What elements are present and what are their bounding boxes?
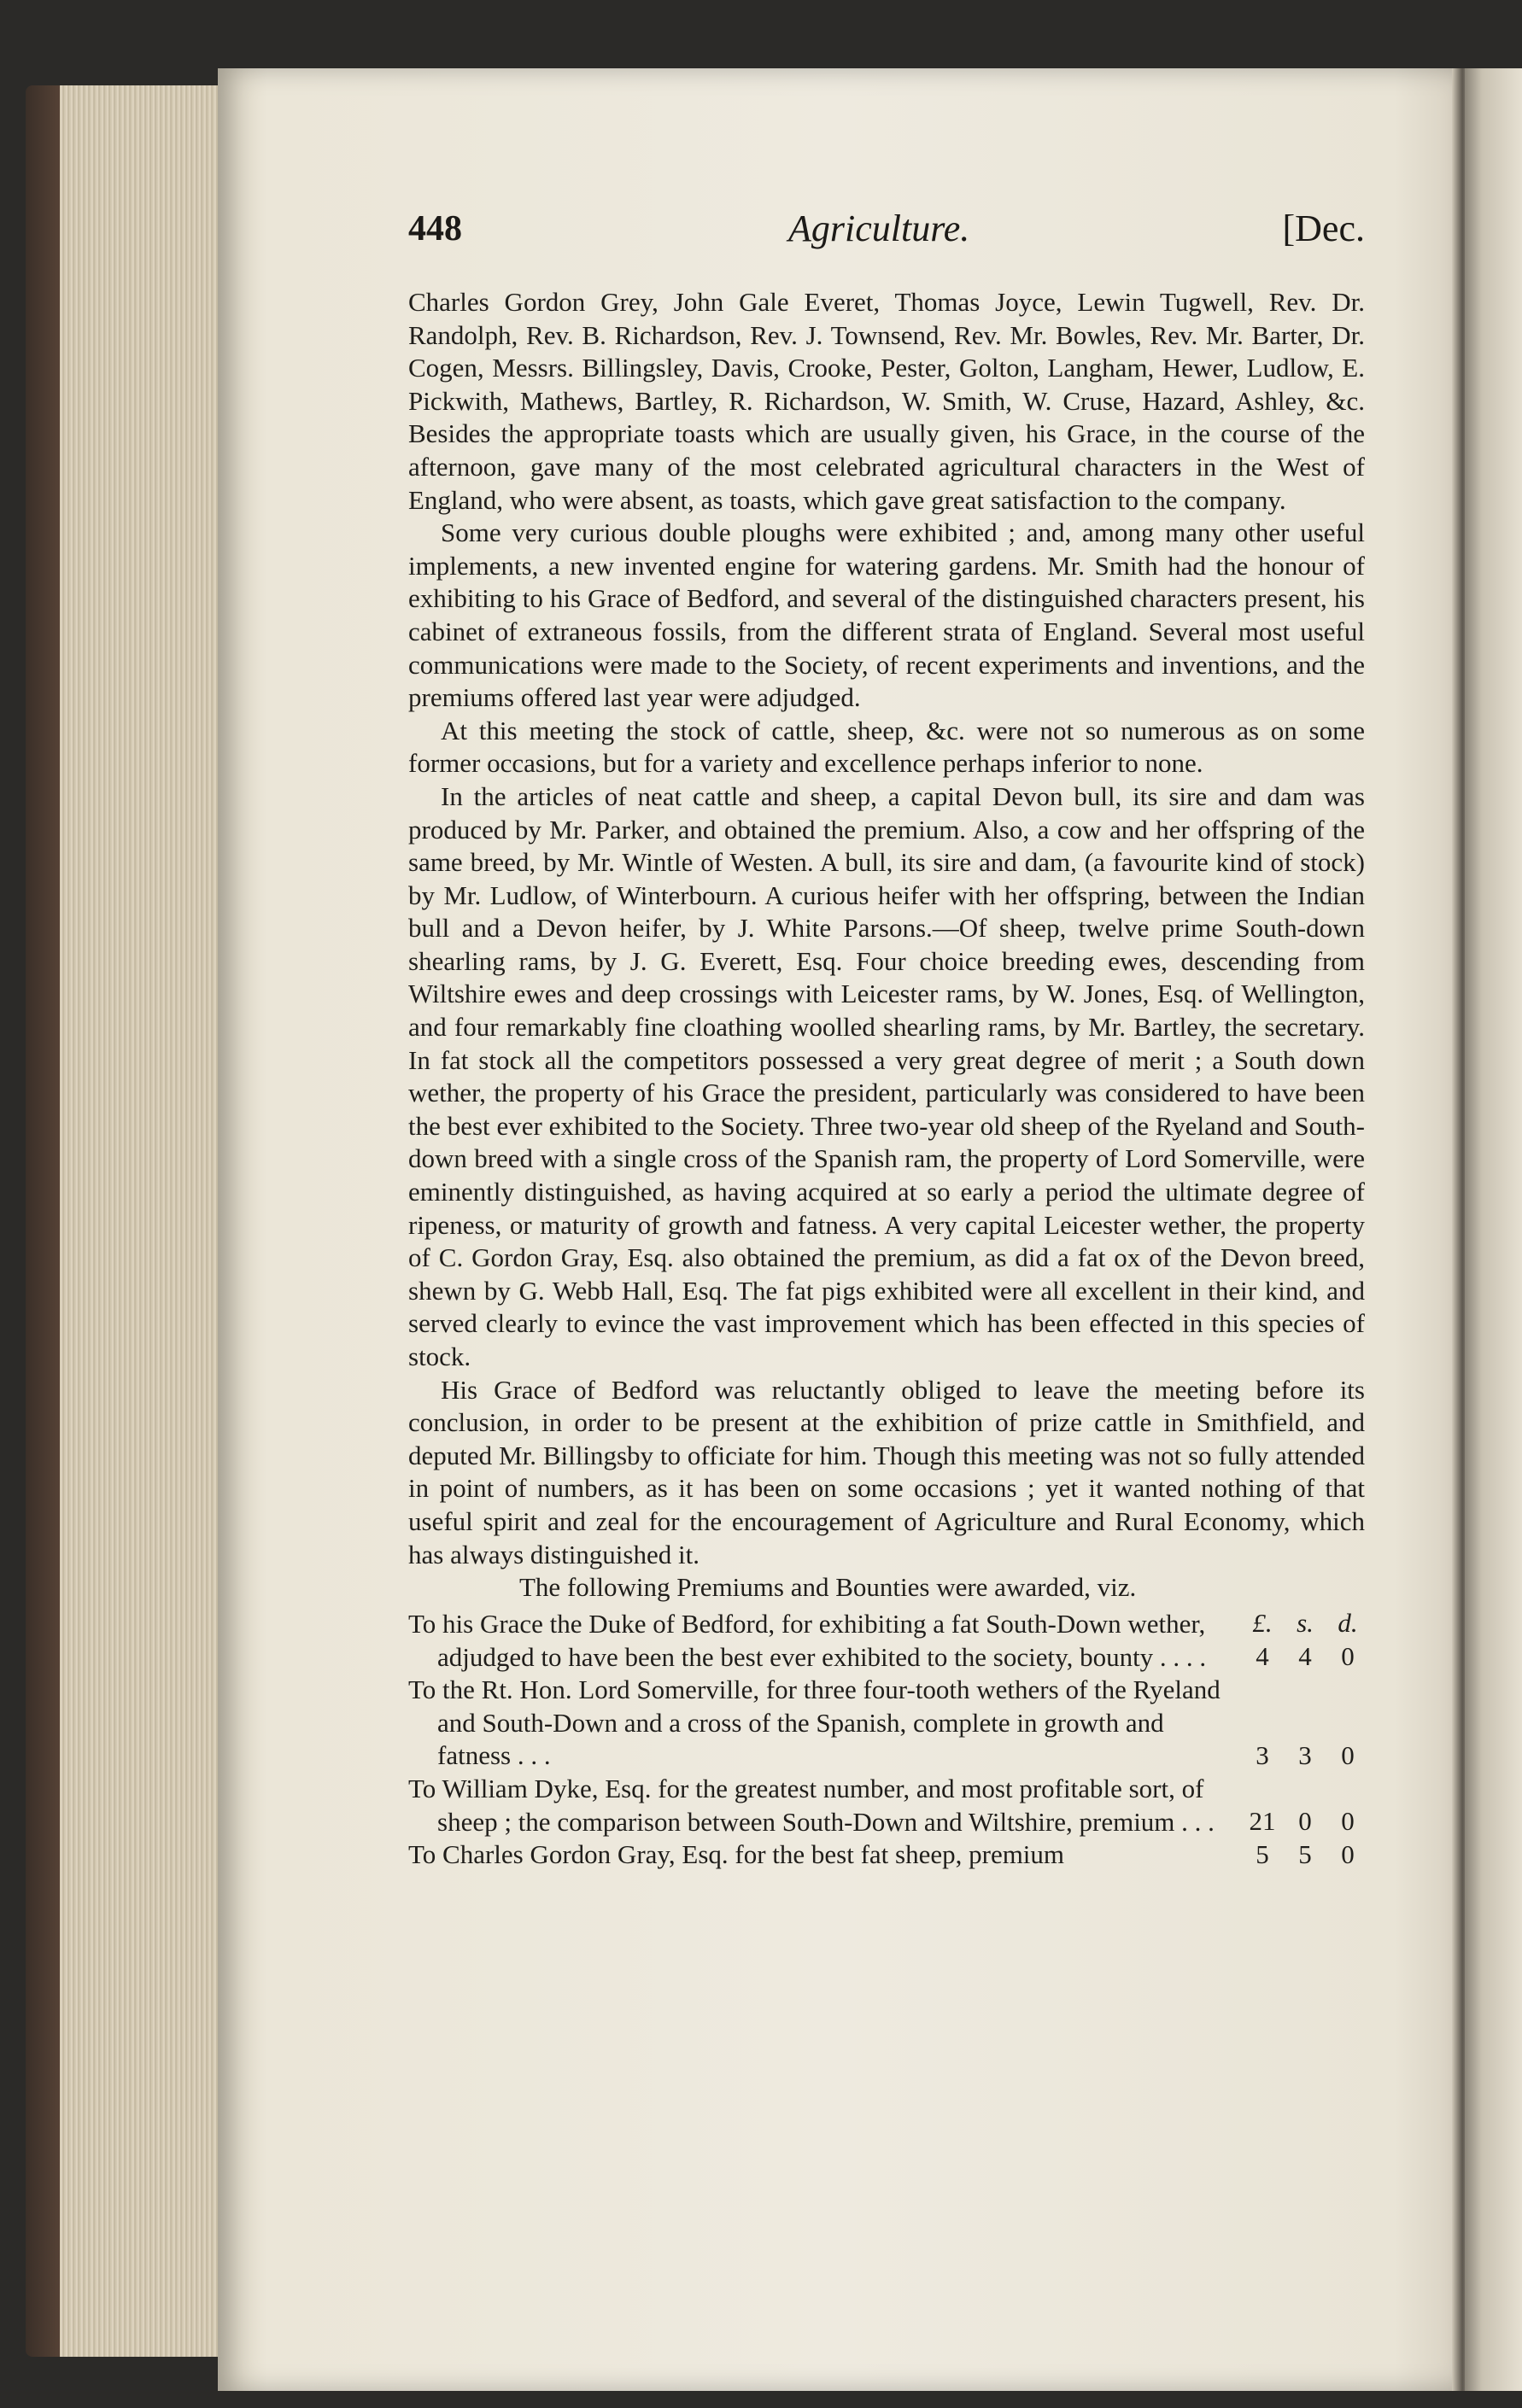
pounds-value: 5 [1256, 1839, 1269, 1869]
page-edges [60, 85, 231, 2357]
premium-item [408, 1674, 1240, 1773]
pence-value: 0 [1341, 1806, 1355, 1836]
premium-amount [1245, 1740, 1365, 1771]
paragraph: In the articles of neat cattle and sheep, a capital Devon bull, its sire and dam was produced by Mr. Parker, and obtained the premium. Also, a cow and her offspring of the same breed, by Mr. Wintle of Westen. A bull, its sire and dam, (a favourite kind of stock) by Mr. Ludlow, of Winterbourn. A curious heifer with her offspring, between the Indian bull and a Devon heifer, by J. White Parsons.—Of sheep, twelve prime South-down shearling rams, by J. G. Everett, Esq. Four choice breeding ewes, descending from Wiltshire ewes and deep crossings with Leicester rams, by W. Jones, Esq. of Wellington, and four remarkably fine cloathing woolled shearling rams, by Mr. Bartley, the secretary. In fat stock all the competitors possessed a very great degree of merit ; a South down wether, the property of his Grace the president, particularly was considered to have been the best ever exhibited to the Society. Three two-year old sheep of the Ryeland and South-down breed with a single cross of the Spanish ram, the property of Lord Somerville, were eminently distinguished, as having acquired at so early a period the ultimate degree of ripeness, or maturity of growth and fatness. A very capital Leicester wether, the property of C. Gordon Gray, Esq. also obtained the premium, as did a fat ox of the Devon breed, shewn by G. Webb Hall, Esq. The fat pigs exhibited were all excellent in their kind, and served clearly to evince the vast improvement which has been effected in this species of stock. [408, 780, 1365, 1371]
premium-item [408, 1608, 1240, 1674]
premium-amount [1245, 1806, 1365, 1837]
section-title: Agriculture. [788, 207, 970, 249]
premium-text: To his Grace the Duke of Bedford, for exhibiting a fat South-Down wether, adjudged to have been the best ever exhibited to the society, bounty . . . . [408, 1609, 1207, 1672]
pence-value: 0 [1341, 1641, 1355, 1671]
pounds-header: £. [1252, 1608, 1273, 1638]
shillings-value: 0 [1298, 1806, 1312, 1836]
pounds-value: 21 [1249, 1806, 1276, 1836]
money-header [1245, 1608, 1365, 1639]
shillings-value: 3 [1298, 1740, 1312, 1770]
pence-header: d. [1338, 1608, 1358, 1638]
shillings-value: 5 [1298, 1839, 1312, 1869]
running-head [408, 202, 1365, 261]
premium-item [408, 1838, 1240, 1872]
paragraph: At this meeting the stock of cattle, sheep, &c. were not so numerous as on some former occasions, but for a variety and excellence perhaps inferior to none. [408, 715, 1365, 779]
premium-text: To Charles Gordon Gray, Esq. for the best fat sheep, premium [408, 1839, 1065, 1870]
pounds-value: 4 [1256, 1641, 1269, 1671]
premium-text: To William Dyke, Esq. for the greatest number, and most profitable sort, of sheep ; the comparison between South-Down and Wiltshire, premium . . . [408, 1773, 1215, 1837]
shillings-value: 4 [1298, 1641, 1312, 1671]
paragraph: Some very curious double ploughs were exhibited ; and, among many other useful implements, a new invented engine for watering gardens. Mr. Smith had the honour of exhibiting to his Grace of Bedford, and several of the distinguished characters present, his cabinet of extraneous fossils, from the different strata of England. Several most useful communications were made to the Society, of recent experiments and inventions, and the premiums offered last year were adjudged. [408, 517, 1365, 713]
pence-value: 0 [1341, 1839, 1355, 1869]
premium-text: To the Rt. Hon. Lord Somerville, for three four-tooth wethers of the Ryeland and South-Down and a cross of the Spanish, complete in growth and fatness . . . [408, 1674, 1221, 1771]
premium-item [408, 1773, 1240, 1838]
pounds-value: 3 [1256, 1740, 1269, 1770]
pence-value: 0 [1341, 1740, 1355, 1770]
paragraph: Charles Gordon Grey, John Gale Everet, Thomas Joyce, Lewin Tugwell, Rev. Dr. Randolph, Rev. B. Richardson, Rev. J. Townsend, Rev. Mr. Bowles, Rev. Mr. Barter, Dr. Cogen, Messrs. Billingsley, Davis, Crooke, Pester, Golton, Langham, Hewer, Ludlow, E. Pickwith, Mathews, Bartley, R. Richardson, W. Smith, W. Cruse, Hazard, Ashley, &c. Besides the appropriate toasts which are usually given, his Grace, in the course of the afternoon, gave many of the most celebrated agricultural characters in the West of England, who were absent, as toasts, which gave great satisfaction to the company. [408, 287, 1365, 515]
facing-page-edge [1465, 68, 1522, 2391]
month-label: [Dec. [1282, 207, 1365, 249]
premium-list [408, 1608, 1365, 1872]
premiums-intro: The following Premiums and Bounties were awarded, viz. [519, 1572, 1137, 1603]
premium-amount [1245, 1641, 1365, 1672]
body-text [408, 286, 1365, 1604]
page-number: 448 [408, 209, 462, 248]
premium-amount [1245, 1839, 1365, 1870]
paragraph: His Grace of Bedford was reluctantly obliged to leave the meeting before its conclusion, in order to be present at the exhibition of prize cattle in Smithfield, and deputed Mr. Billingsby to officiate for him. Though this meeting was not so fully attended in point of numbers, as it has been on some occasions ; yet it wanted nothing of that useful spirit and zeal for the encouragement of Agriculture and Rural Economy, which has always distinguished it. [408, 1374, 1365, 1569]
shillings-header: s. [1297, 1608, 1314, 1638]
